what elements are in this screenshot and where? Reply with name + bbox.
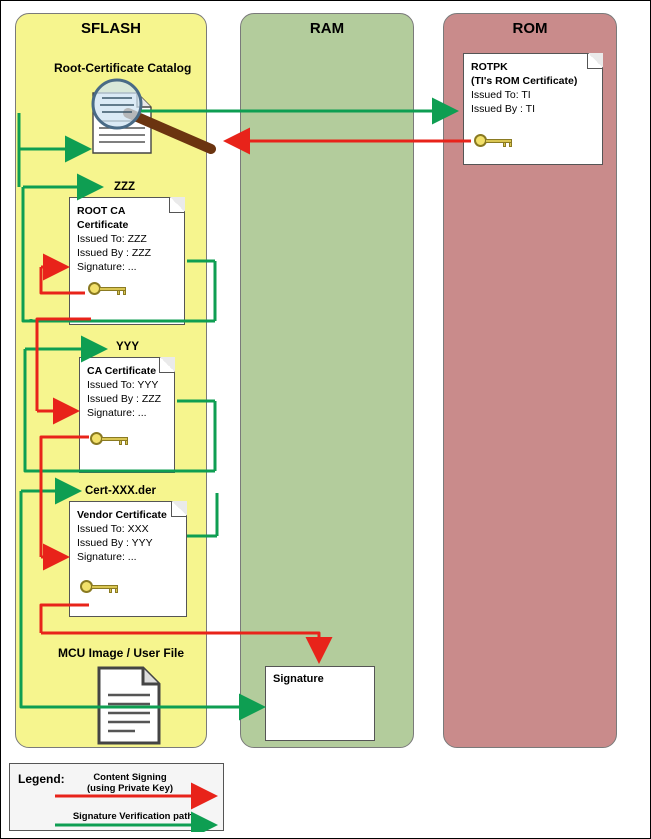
ca-cert-issued-to: Issued To: YYY <box>87 379 159 391</box>
legend-title: Legend: <box>18 772 65 786</box>
legend-signing-line1: Content Signing <box>93 772 167 783</box>
column-sflash-title: SFLASH <box>81 20 141 37</box>
root-ca-issued-to: Issued To: ZZZ <box>77 233 147 245</box>
root-ca-title-line1: ROOT CA <box>77 205 126 217</box>
column-ram <box>240 13 414 748</box>
rotpk-issued-by: Issued By : TI <box>471 103 535 115</box>
mcu-image-label: MCU Image / User File <box>58 646 185 660</box>
legend-signing-line2: (using Private Key) <box>86 783 174 794</box>
rotpk-title-line2: (TI's ROM Certificate) <box>471 75 578 87</box>
ca-cert-title: CA Certificate <box>87 365 157 377</box>
legend-signing-label <box>70 772 190 794</box>
yyy-label: YYY <box>116 341 140 353</box>
column-rom-title: ROM <box>512 20 548 37</box>
rotpk-title-line1: ROTPK <box>471 61 508 73</box>
rotpk-issued-to: Issued To: TI <box>471 89 531 101</box>
cert-xxx-label: Cert-XXX.der <box>85 485 156 497</box>
vendor-cert-issued-to: Issued To: XXX <box>77 523 149 535</box>
ca-certificate <box>79 357 175 473</box>
root-ca-signature: Signature: ... <box>77 261 137 273</box>
column-ram-title: RAM <box>309 20 345 37</box>
vendor-cert-issued-by: Issued By : YYY <box>77 537 153 549</box>
key-icon <box>88 282 128 296</box>
key-icon <box>474 134 514 148</box>
ca-cert-signature: Signature: ... <box>87 407 147 419</box>
key-icon <box>80 580 120 594</box>
key-icon <box>90 432 130 446</box>
root-ca-issued-by: Issued By : ZZZ <box>77 247 152 259</box>
root-ca-title-line2: Certificate <box>77 219 129 231</box>
root-certificate-catalog-label: Root-Certificate Catalog <box>54 61 192 75</box>
vendor-cert-title: Vendor Certificate <box>77 509 167 521</box>
zzz-label: ZZZ <box>114 181 136 193</box>
rotpk-certificate <box>463 53 603 165</box>
vendor-certificate <box>69 501 187 617</box>
root-ca-certificate <box>69 197 185 325</box>
ram-signature-box <box>265 666 375 741</box>
ca-cert-issued-by: Issued By : ZZZ <box>87 393 162 405</box>
vendor-cert-signature: Signature: ... <box>77 551 137 563</box>
ram-signature-title: Signature <box>273 673 324 685</box>
legend-verification-label: Signature Verification path <box>72 811 194 822</box>
legend <box>9 763 224 831</box>
